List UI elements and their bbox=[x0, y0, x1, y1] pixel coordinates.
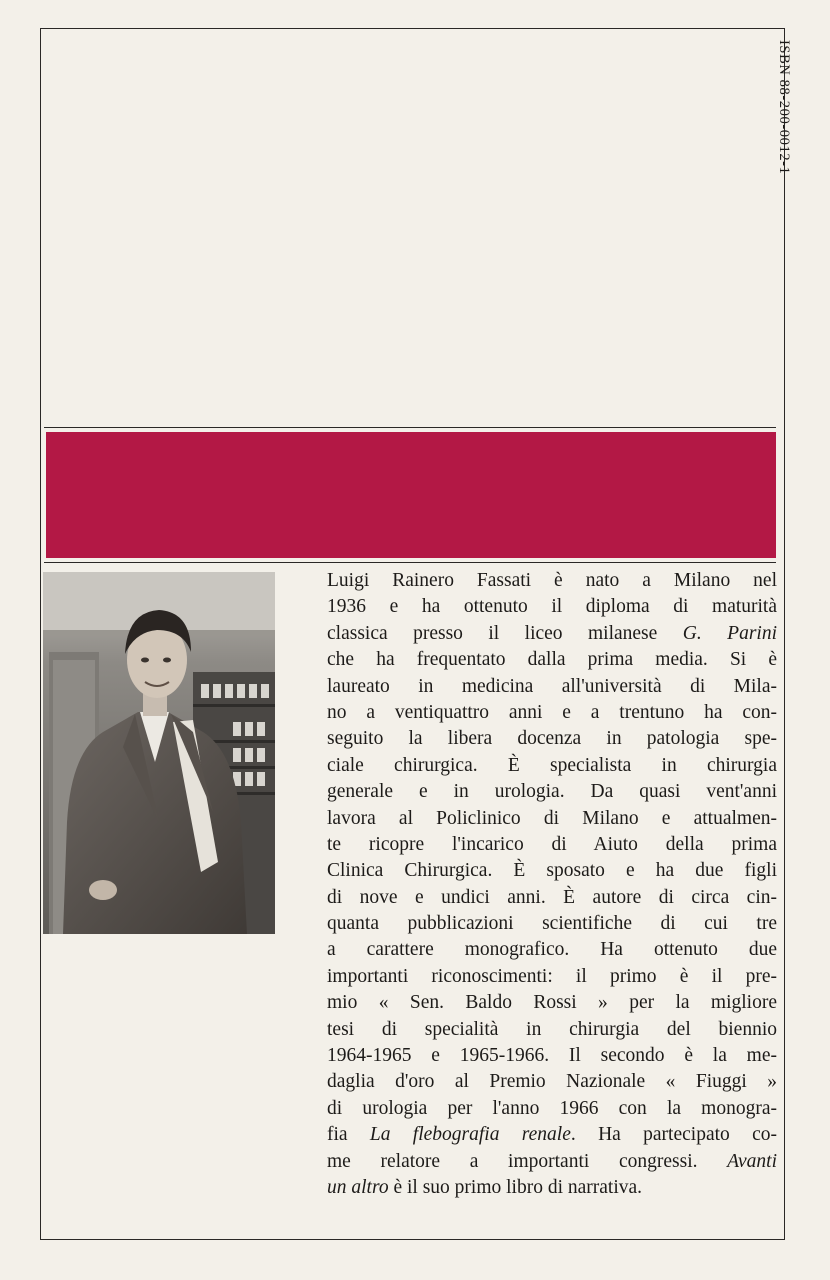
bio-line bbox=[327, 832, 777, 858]
bio-text: quanta pubblicazioni scientifiche di cui tre bbox=[327, 913, 777, 935]
bio-text: . Ha partecipato co- bbox=[570, 1124, 777, 1146]
bio-line bbox=[327, 621, 777, 647]
bio-line bbox=[327, 700, 777, 726]
bio-line bbox=[327, 1175, 777, 1201]
bio-line bbox=[327, 674, 777, 700]
bio-italic-title: La flebografia renale bbox=[369, 1124, 571, 1146]
bio-line bbox=[327, 779, 777, 805]
bio-text: importanti riconoscimenti: il primo è il pre- bbox=[327, 965, 777, 987]
bio-italic-title: G. Parini bbox=[682, 622, 777, 644]
bio-text: 1964-1965 e 1965-1966. Il secondo è la me- bbox=[327, 1045, 777, 1067]
bio-line bbox=[327, 726, 777, 752]
bio-text: laureato in medicina all'università di Mila- bbox=[327, 675, 777, 697]
bio-line bbox=[327, 1122, 777, 1148]
bio-text: generale e in urologia. Da quasi vent'anni bbox=[327, 781, 777, 803]
bio-line bbox=[327, 990, 777, 1016]
bio-text: fia bbox=[327, 1124, 370, 1146]
bio-text: 1936 e ha ottenuto il diploma di maturità bbox=[327, 596, 777, 618]
bio-text: di nove e undici anni. È autore di circa cin- bbox=[327, 886, 777, 908]
bio-text: lavora al Policlinico di Milano e attualmen- bbox=[327, 807, 777, 829]
bio-line bbox=[327, 1069, 777, 1095]
bio-text: Luigi Rainero Fassati è nato a Milano nel bbox=[327, 570, 777, 591]
bio-line bbox=[327, 964, 777, 990]
band-top-rule bbox=[44, 427, 776, 428]
bio-text: Clinica Chirurgica. È sposato e ha due figli bbox=[327, 860, 777, 882]
bio-text: daglia d'oro al Premio Nazionale « Fiuggi » bbox=[327, 1071, 777, 1093]
color-band bbox=[46, 432, 776, 558]
bio-line bbox=[327, 1096, 777, 1122]
bio-text: ciale chirurgica. È specialista in chirurgia bbox=[327, 754, 777, 776]
bio-line bbox=[327, 885, 777, 911]
bio-line bbox=[327, 911, 777, 937]
isbn-code: ISBN 88-200-0012-1 bbox=[776, 40, 792, 175]
bio-line bbox=[327, 647, 777, 673]
bio-text: di urologia per l'anno 1966 con la monogra- bbox=[327, 1097, 777, 1119]
bio-line bbox=[327, 937, 777, 963]
bio-line bbox=[327, 1043, 777, 1069]
author-portrait bbox=[43, 572, 275, 934]
bio-text: mio « Sen. Baldo Rossi » per la migliore bbox=[327, 992, 777, 1014]
bio-text: a carattere monografico. Ha ottenuto due bbox=[327, 939, 777, 961]
bio-text: classica presso il liceo milanese bbox=[327, 622, 683, 644]
bio-italic-title: Avanti bbox=[727, 1150, 777, 1172]
bio-line bbox=[327, 568, 777, 594]
bio-line bbox=[327, 594, 777, 620]
bio-line bbox=[327, 806, 777, 832]
bio-text: no a ventiquattro anni e a trentuno ha con- bbox=[327, 701, 777, 723]
bio-line bbox=[327, 858, 777, 884]
bio-text: che ha frequentato dalla prima media. Si è bbox=[327, 649, 777, 671]
band-bottom-rule bbox=[44, 562, 776, 563]
bio-text: è il suo primo libro di narrativa. bbox=[388, 1176, 643, 1198]
bio-text: tesi di specialità in chirurgia del biennio bbox=[327, 1018, 777, 1040]
bio-text: te ricopre l'incarico di Aiuto della prima bbox=[327, 833, 777, 855]
author-biography bbox=[327, 568, 777, 1201]
bio-line bbox=[327, 1149, 777, 1175]
bio-line bbox=[327, 753, 777, 779]
bio-line bbox=[327, 1017, 777, 1043]
bio-text: me relatore a importanti congressi. bbox=[327, 1150, 728, 1172]
bio-text: seguito la libera docenza in patologia spe- bbox=[327, 728, 777, 750]
bio-italic-title: un altro bbox=[327, 1176, 389, 1198]
